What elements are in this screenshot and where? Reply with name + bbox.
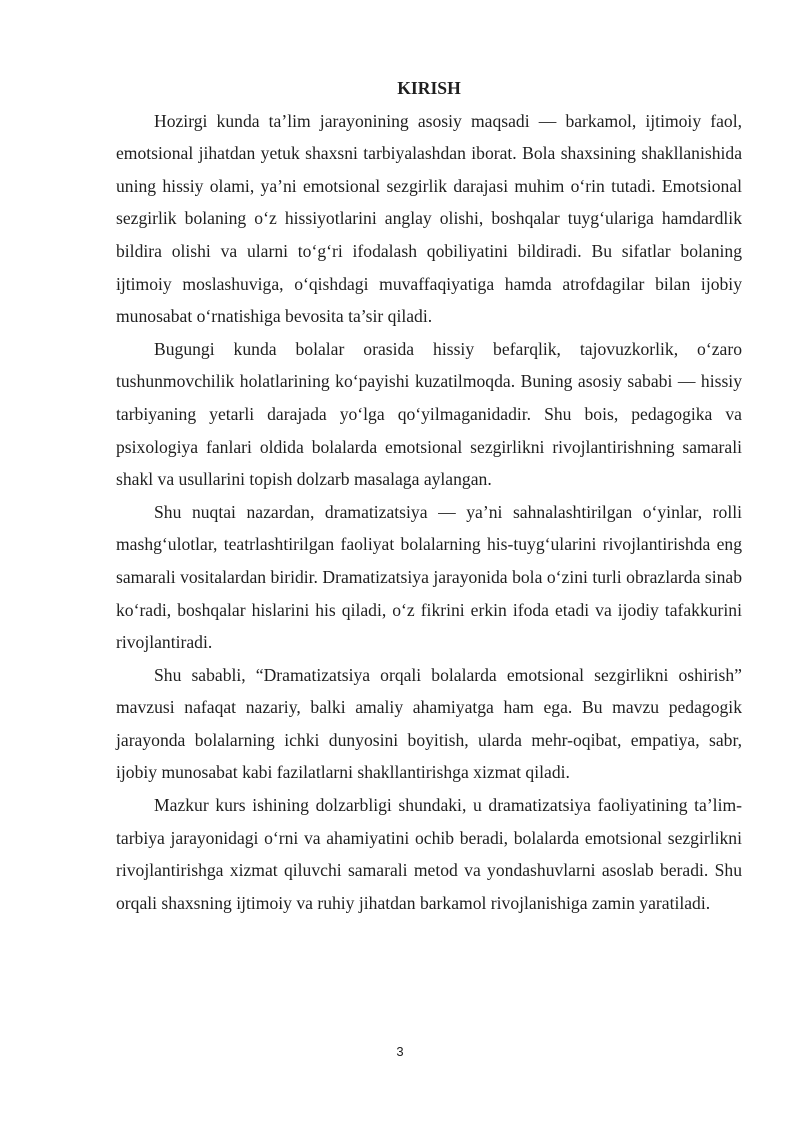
paragraph-4: Shu sababli, “Dramatizatsiya orqali bolalarda emotsional sezgirlikni oshirish” mavzusi nafaqat nazariy, balki amaliy ahamiyatga ham ega. Bu mavzu pedagogik jarayonda bolalarning ichki dunyosini boyitish, ularda mehr-oqibat, empatiya, sabr, ijobiy munosabat kabi fazilatlarni shakllantirishga xizmat qiladi. [116,664,742,783]
page-body [116,70,742,919]
paragraph-3: Shu nuqtai nazardan, dramatizatsiya — ya’ni sahnalashtirilgan o‘yinlar, rolli mashg‘ulotlar, teatrlashtirilgan faoliyat bolalarning his-tuyg‘ularini rivojlantirishda eng samarali vositalardan biridir. Dramatizatsiya jarayonida bola o‘zini turli obrazlarda sinab ko‘radi, boshqalar hislarini his qiladi, o‘z fikrini erkin ifoda etadi va ijodiy tafakkurini rivojlantiradi. [116,501,742,653]
paragraph-5: Mazkur kurs ishining dolzarbligi shundaki, u dramatizatsiya faoliyatining ta’lim-tarbiya jarayonidagi o‘rni va ahamiyatini ochib beradi, bolalarda emotsional sezgirlikni rivojlantirishga xizmat qiluvchi samarali metod va yondashuvlarni asoslab beradi. Shu orqali shaxsning ijtimoiy va ruhiy jihatdan barkamol rivojlanishiga zamin yaratiladi. [116,795,742,913]
page-title: KIRISH [397,78,461,98]
page-number: 3 [396,1044,404,1059]
paragraph-2: Bugungi kunda bolalar orasida hissiy befarqlik, tajovuzkorlik, o‘zaro tushunmovchilik holatlarining ko‘payishi kuzatilmoqda. Buning asosiy sababi — hissiy tarbiyaning yetarli darajada yo‘lga qo‘yilmaganidadir. Shu bois, pedagogika va psixologiya fanlari oldida bolalarda emotsional sezgirlikni rivojlantirishning samarali shakl va usullarini topish dolzarb masalaga aylangan. [116,338,742,490]
paragraph-1: Hozirgi kunda ta’lim jarayonining asosiy maqsadi — barkamol, ijtimoiy faol, emotsional jihatdan yetuk shaxsni tarbiyalashdan iborat. Bola shaxsining shakllanishida uning hissiy olami, ya’ni emotsional sezgirlik darajasi muhim o‘rin tutadi. Emotsional sezgirlik bolaning o‘z hissiyotlarini anglay olishi, boshqalar tuyg‘ulariga hamdardlik bildira olishi va ularni to‘g‘ri ifodalash qobiliyatini bildiradi. Bu sifatlar bolaning ijtimoiy moslashuviga, o‘qishdagi muvaffaqiyatiga hamda atrofdagilar bilan ijobiy munosabat o‘rnatishiga bevosita ta’sir qiladi. [116,110,742,327]
